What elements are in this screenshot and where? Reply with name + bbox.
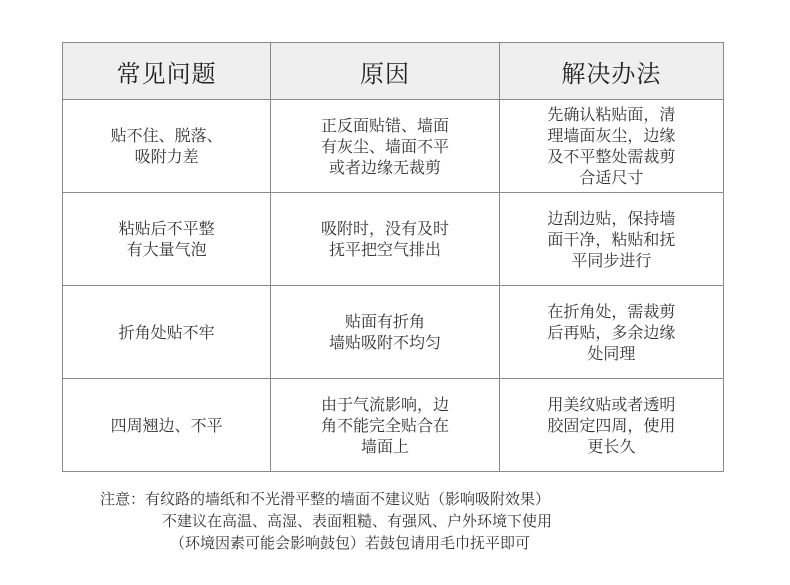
note-line-3: （环境因素可能会影响鼓包）若鼓包请用毛巾抚平即可 bbox=[170, 534, 531, 552]
problem-cell bbox=[63, 193, 271, 286]
cause-text: 由于气流影响，边 角不能完全贴合在 墙面上 bbox=[320, 394, 449, 456]
header-solution: 解决办法 bbox=[499, 43, 723, 100]
cause-text: 吸附时，没有及时 抚平把空气排出 bbox=[320, 219, 449, 259]
header-problem: 常见问题 bbox=[63, 43, 271, 100]
problem-text: 贴不住、脱落、 吸附力差 bbox=[110, 126, 223, 166]
cause-cell bbox=[271, 100, 499, 193]
header-row bbox=[63, 43, 724, 100]
solution-text: 在折角处，需裁剪 后再贴，多余边缘 处同理 bbox=[547, 301, 676, 363]
cause-text: 贴面有折角 墙贴吸附不均匀 bbox=[328, 312, 441, 352]
cause-cell bbox=[271, 193, 499, 286]
table-row bbox=[63, 193, 724, 286]
problem-text: 折角处贴不牢 bbox=[118, 322, 215, 342]
cause-cell bbox=[271, 379, 499, 472]
problem-cell bbox=[63, 379, 271, 472]
solution-cell bbox=[499, 193, 723, 286]
note-line-2: 不建议在高温、高湿、表面粗糙、有强风、户外环境下使用 bbox=[162, 512, 553, 530]
problem-cell bbox=[63, 286, 271, 379]
solution-text: 先确认粘贴面，清 理墙面灰尘，边缘 及不平整处需裁剪 合适尺寸 bbox=[547, 105, 676, 187]
table-row bbox=[63, 286, 724, 379]
solution-cell bbox=[499, 379, 723, 472]
faq-table bbox=[62, 42, 724, 472]
problem-text: 四周翘边、不平 bbox=[110, 415, 223, 435]
problem-text: 粘贴后不平整 有大量气泡 bbox=[118, 219, 215, 259]
solution-text: 用美纹贴或者透明 胶固定四周，使用 更长久 bbox=[547, 394, 676, 456]
header-cause: 原因 bbox=[271, 43, 499, 100]
note-line-1: 注意：有纹路的墙纸和不光滑平整的墙面不建议贴（影响吸附效果） bbox=[100, 490, 551, 508]
table-row bbox=[63, 100, 724, 193]
usage-note bbox=[100, 488, 720, 554]
solution-cell bbox=[499, 286, 723, 379]
cause-text: 正反面贴错、墙面 有灰尘、墙面不平 或者边缘无裁剪 bbox=[320, 115, 449, 177]
cause-cell bbox=[271, 286, 499, 379]
solution-text: 边刮边贴，保持墙 面干净，粘贴和抚 平同步进行 bbox=[547, 208, 676, 270]
solution-cell bbox=[499, 100, 723, 193]
table-row bbox=[63, 379, 724, 472]
problem-cell bbox=[63, 100, 271, 193]
